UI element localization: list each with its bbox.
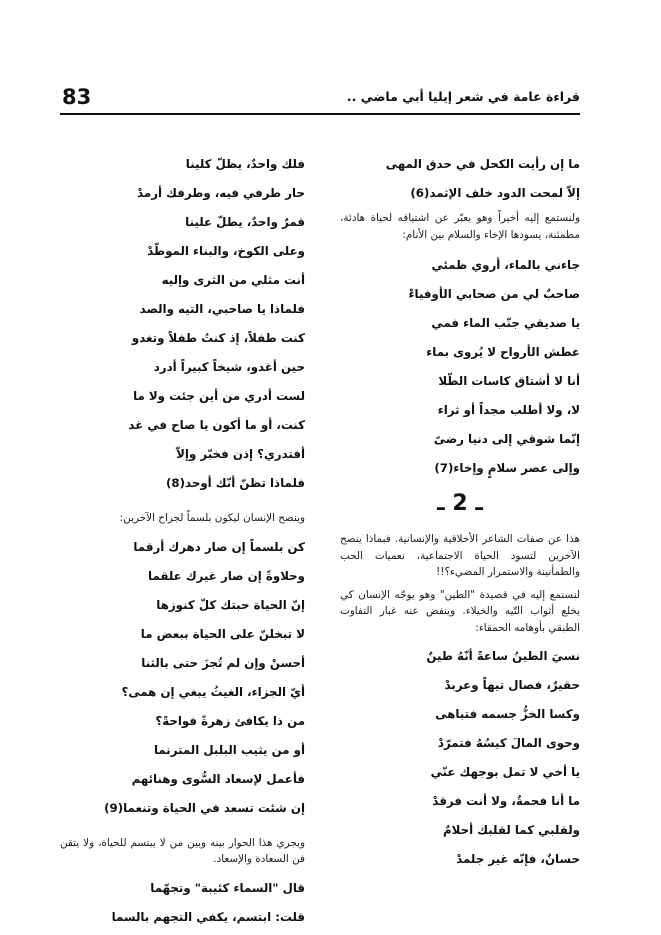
verse-line: عطش الأرواح لا يُروى بماء <box>426 345 580 359</box>
verse-line: أيّ الجزاء، الغيثُ يبغي إن همى؟ <box>121 684 305 699</box>
verse-line: فأعمل لإسعاد السُّوى وهنائهم <box>131 771 305 786</box>
paragraph: لنستمع إليه في قصيدة "الطين" وهو يوجّه الإنسان كي يخلع أثواب التّيه والخيلاء. وينفض عنه غبار التفاوت الطبقي بأوهامه الحمقاء: <box>340 588 580 634</box>
verse-line: كنت، أو ما أكون يا صاح في غد <box>128 418 305 432</box>
paragraph: هذا عن صفات الشاعر الأخلاقية والإنسانية. فبماذا ينصح الآخرين لتسود الحياة الاجتماعية، نعميات الحب والطمأنينة والاستمرار المضيء؟!! <box>340 533 580 578</box>
verse-line: لست أدري من أين جئت ولا ما <box>133 389 305 403</box>
paragraph: ولنستمع إليه أخيراً وهو يعبّر عن اشتياقه لحياة هادئة، مطمئنة، يسودها الإخاء والسلام بين الأنام: <box>340 212 580 241</box>
verse-line: أنا لا أشتاق كاسات الطّلا <box>438 374 580 388</box>
verse-line: إنّما شوقي إلى دنيا رضىً <box>433 432 580 446</box>
verse-line: حقيرٌ، فصال تيهاً وعربدْ <box>444 678 580 692</box>
paragraph: ويجري هذا الحوار بينه وبين من لا يبتسم للحياة، ولا يتقن فن السعادة والإسعاد. <box>60 836 305 865</box>
verse-line: إلاّ لمحت الدود خلف الإثمد(6) <box>410 186 580 200</box>
page-number: 83 <box>62 85 92 109</box>
verse-line: أو من يثيب البلبل المترنما <box>153 742 305 757</box>
left-column <box>60 150 305 932</box>
verse-line: أنت مثلي من الثرى وإليه <box>161 273 305 287</box>
verse-line: فلماذا تظنّ أنّك أوحد(8) <box>165 476 305 490</box>
verse-line: كنت طفلاً، إذ كنتُ طفلاً وتغدو <box>131 331 305 345</box>
verse-line: قلت: ابتسم، يكفي التجهم بالسما <box>111 909 305 924</box>
verse-line: إنّ الحياة حبتك كلّ كنوزها <box>156 597 305 612</box>
verse-line: وعلى الكوخ، والبناء الموطّدْ <box>147 244 305 258</box>
verse-line: من ذا يكافئ زهرةً فواحةً؟ <box>155 713 305 728</box>
verse-line: وكسا الخزُّ جسمه فتباهى <box>435 707 580 721</box>
verse-line: جاءني بالماء، أروي ظمئي <box>431 258 580 272</box>
verse-line: إن شئت تسعد في الحياة وتنعما(9) <box>104 800 305 815</box>
verse-line: قال "السماء كئيبة" وتجهّما <box>150 880 305 895</box>
section-number: ـ 2 ـ <box>437 491 483 516</box>
verse-line: حين أغدو، شيخاً كبيراً أدرد <box>153 360 305 374</box>
right-column <box>340 150 580 874</box>
verse-line: حسانٌ، فإنّه غير جلمدْ <box>456 852 580 866</box>
page-header <box>60 85 580 111</box>
verse-line: ولقلبي كما لقلبك أحلامٌ <box>442 823 580 837</box>
verse-line: صاحبٌ لي من صحابي الأوفياءْ <box>408 287 580 301</box>
paragraph: وينصح الإنسان ليكون بلسماً لجراح الآخرين: <box>119 512 305 524</box>
verse-line: أفتدري؟ إذن فخبّر وإلاّ <box>176 447 305 461</box>
verse-line: يا أخي لا تمل بوجهك عنّي <box>430 765 580 779</box>
verse-line: وحوى المالَ كيسُهُ فتمرّدْ <box>437 736 580 750</box>
verse-line: حار طرفي فيه، وطرفك أرمدْ <box>137 186 305 200</box>
running-title: قراءة عامة في شعر إيليا أبي ماضي .. <box>346 89 580 104</box>
verse-line: لا، ولا أطلب مجداً أو ثراء <box>437 403 580 417</box>
verse-line: يا صديقي جنّب الماء فمي <box>431 316 580 330</box>
verse-line: ما إن رأيت الكحل في حدق المهى <box>385 157 580 171</box>
verse-line: نسيَ الطينُ ساعةً أنّهُ طينٌ <box>426 649 580 663</box>
verse-line: فلك واحدٌ، يظلّ كلينا <box>185 157 305 171</box>
verse-line: وحلاوةً إن صار غيرك علقما <box>148 568 305 583</box>
verse-line: كن بلسماً إن صار دهرك أرقما <box>133 539 305 554</box>
verse-line: أحسنْ وإن لم تُجزَ حتى بالثنا <box>141 655 305 670</box>
verse-line: وإلى عصر سلامٍ وإخاء(7) <box>434 461 580 475</box>
verse-line: ما أنا فحمةٌ، ولا أنت فرقدْ <box>432 794 580 808</box>
verse-line: قمرٌ واحدٌ، يطلّ علينا <box>185 215 305 229</box>
verse-line: فلماذا يا صاحبي، التيه والصد <box>139 302 305 316</box>
verse-line: لا تبخلنّ على الحياة ببعض ما <box>140 626 305 641</box>
header-rule <box>60 113 580 115</box>
